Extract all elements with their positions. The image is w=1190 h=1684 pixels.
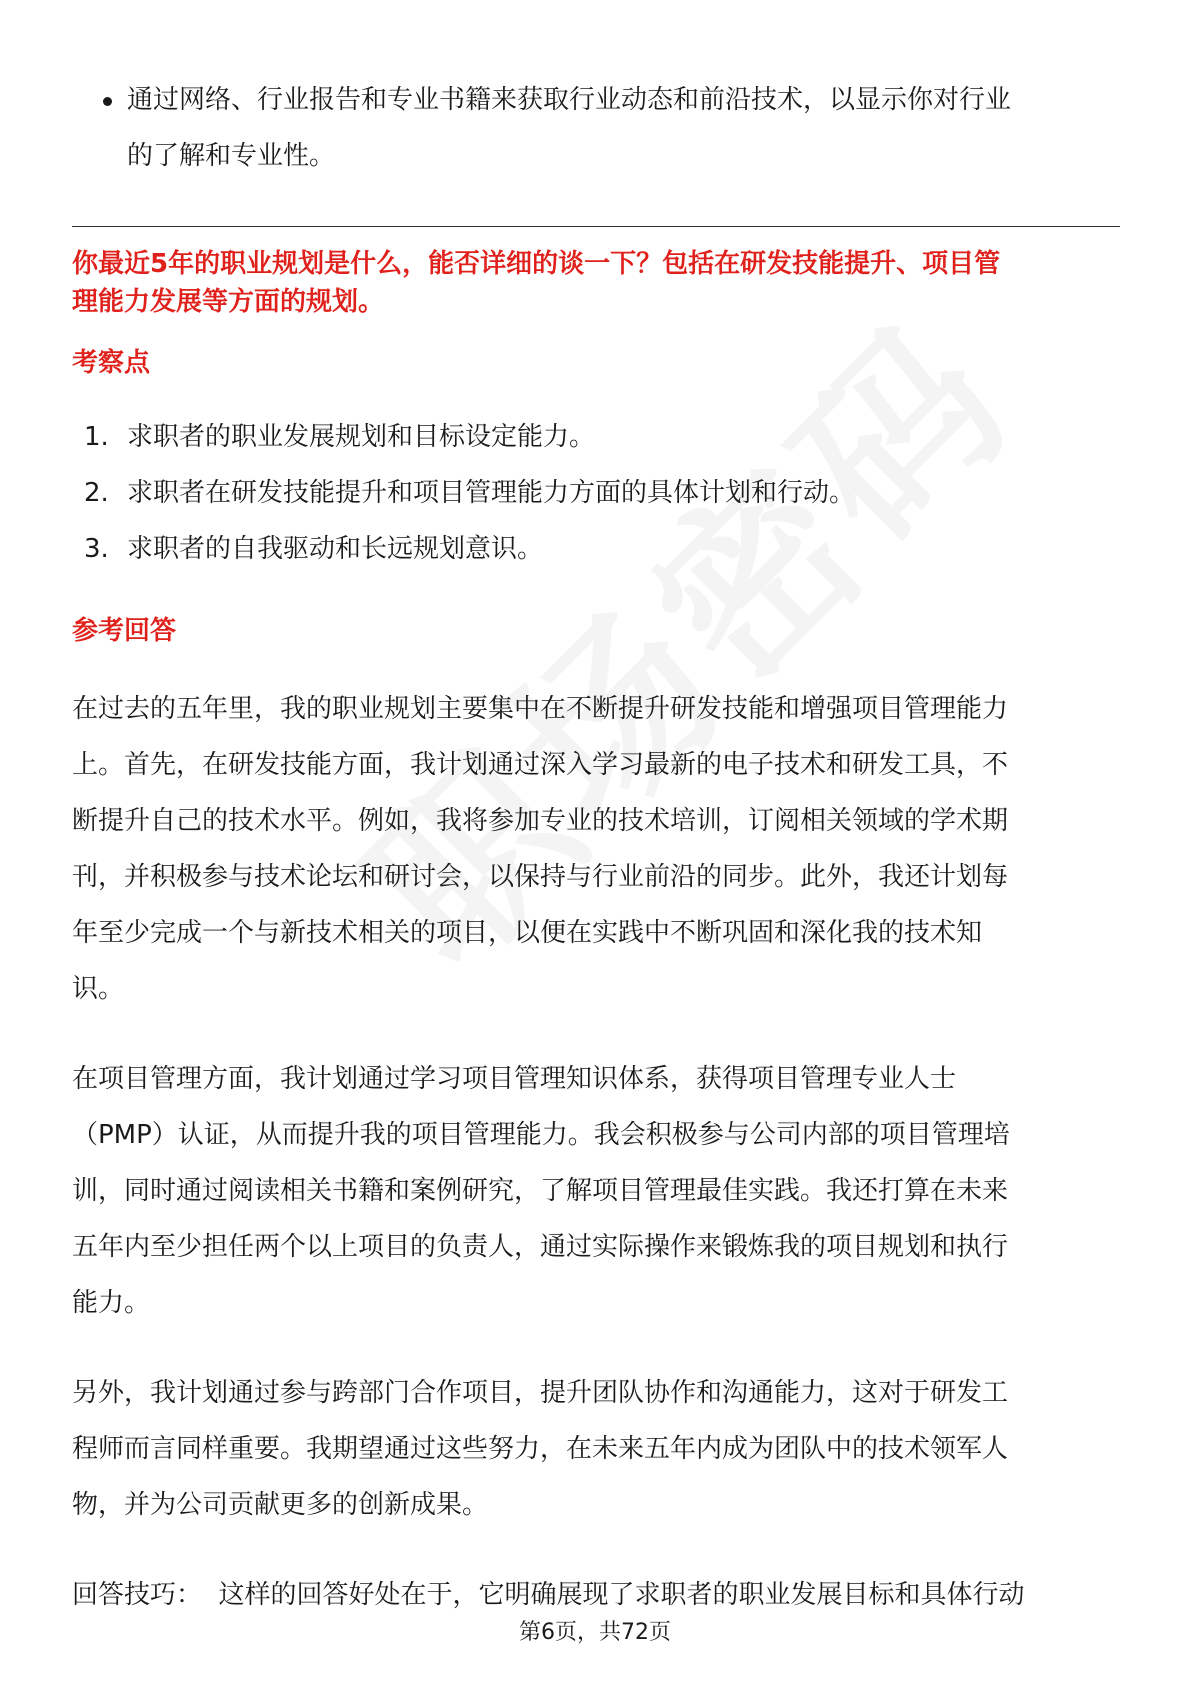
- list-text: 求职者在研发技能提升和项目管理能力方面的具体计划和行动。: [127, 478, 856, 508]
- focus-title: 考察点: [72, 348, 151, 378]
- paragraph-line: 刊，并积极参与技术论坛和研讨会，以保持与行业前沿的同步。此外，我还计划每: [72, 862, 1009, 892]
- paragraph-line: 训，同时通过阅读相关书籍和案例研究，了解项目管理最佳实践。我还打算在未来: [72, 1176, 1009, 1206]
- bullet-line: 的了解和专业性。: [127, 141, 336, 171]
- paragraph-line: （PMP）认证，从而提升我的项目管理能力。我会积极参与公司内部的项目管理培: [72, 1120, 1010, 1150]
- list-item: [72, 72, 1120, 184]
- paragraph-line: 上。首先，在研发技能方面，我计划通过深入学习最新的电子技术和研发工具，不: [72, 750, 1009, 780]
- paragraph-line: 物，并为公司贡献更多的创新成果。: [72, 1490, 489, 1520]
- page-number: 第6页，共72页: [519, 1620, 671, 1645]
- tips-text: 这样的回答好处在于，它明确展现了求职者的职业发展目标和具体行动: [218, 1580, 1025, 1610]
- answer-paragraph: [72, 1365, 1120, 1533]
- question-line: 理能力发展等方面的规划。: [72, 287, 385, 317]
- paragraph-line: 在过去的五年里，我的职业规划主要集中在不断提升研发技能和增强项目管理能力: [72, 694, 1009, 724]
- list-text: 求职者的自我驱动和长远规划意识。: [127, 534, 544, 564]
- paragraph-line: 断提升自己的技术水平。例如，我将参加专业的技术培训，订阅相关领域的学术期: [72, 806, 1009, 836]
- tips-label: 回答技巧：: [72, 1580, 203, 1610]
- list-number: 2.: [84, 478, 109, 508]
- answer-paragraph: [72, 1051, 1120, 1331]
- answer-tips: [72, 1567, 1120, 1623]
- list-number: 1.: [84, 422, 109, 452]
- paragraph-line: 五年内至少担任两个以上项目的负责人，通过实际操作来锻炼我的项目规划和执行: [72, 1232, 1009, 1262]
- list-text: 求职者的职业发展规划和目标设定能力。: [127, 422, 596, 452]
- paragraph-line: 年至少完成一个与新技术相关的项目，以便在实践中不断巩固和深化我的技术知: [72, 918, 983, 948]
- paragraph-line: 程师而言同样重要。我期望通过这些努力，在未来五年内成为团队中的技术领军人: [72, 1434, 1009, 1464]
- section-divider: [72, 226, 1120, 227]
- bullet-line: 通过网络、行业报告和专业书籍来获取行业动态和前沿技术，以显示你对行业: [127, 85, 1012, 115]
- paragraph-line: 识。: [72, 974, 125, 1004]
- paragraph-line: 能力。: [72, 1288, 151, 1318]
- paragraph-line: 另外，我计划通过参与跨部门合作项目，提升团队协作和沟通能力，这对于研发工: [72, 1378, 1009, 1408]
- paragraph-line: 在项目管理方面，我计划通过学习项目管理知识体系，获得项目管理专业人士: [72, 1064, 957, 1094]
- list-number: 3.: [84, 534, 109, 564]
- list-item: [72, 465, 1120, 521]
- answer-title: 参考回答: [72, 616, 177, 646]
- intro-bullet-list: [72, 72, 1120, 184]
- page-content: [72, 72, 1120, 1623]
- bullet-dot-icon: [103, 97, 112, 106]
- focus-list: [72, 409, 1120, 577]
- question-heading: [72, 245, 1120, 321]
- question-line: 你最近5年的职业规划是什么，能否详细的谈一下？包括在研发技能提升、项目管: [72, 249, 1001, 279]
- answer-paragraph: [72, 681, 1120, 1017]
- list-item: [72, 521, 1120, 577]
- list-item: [72, 409, 1120, 465]
